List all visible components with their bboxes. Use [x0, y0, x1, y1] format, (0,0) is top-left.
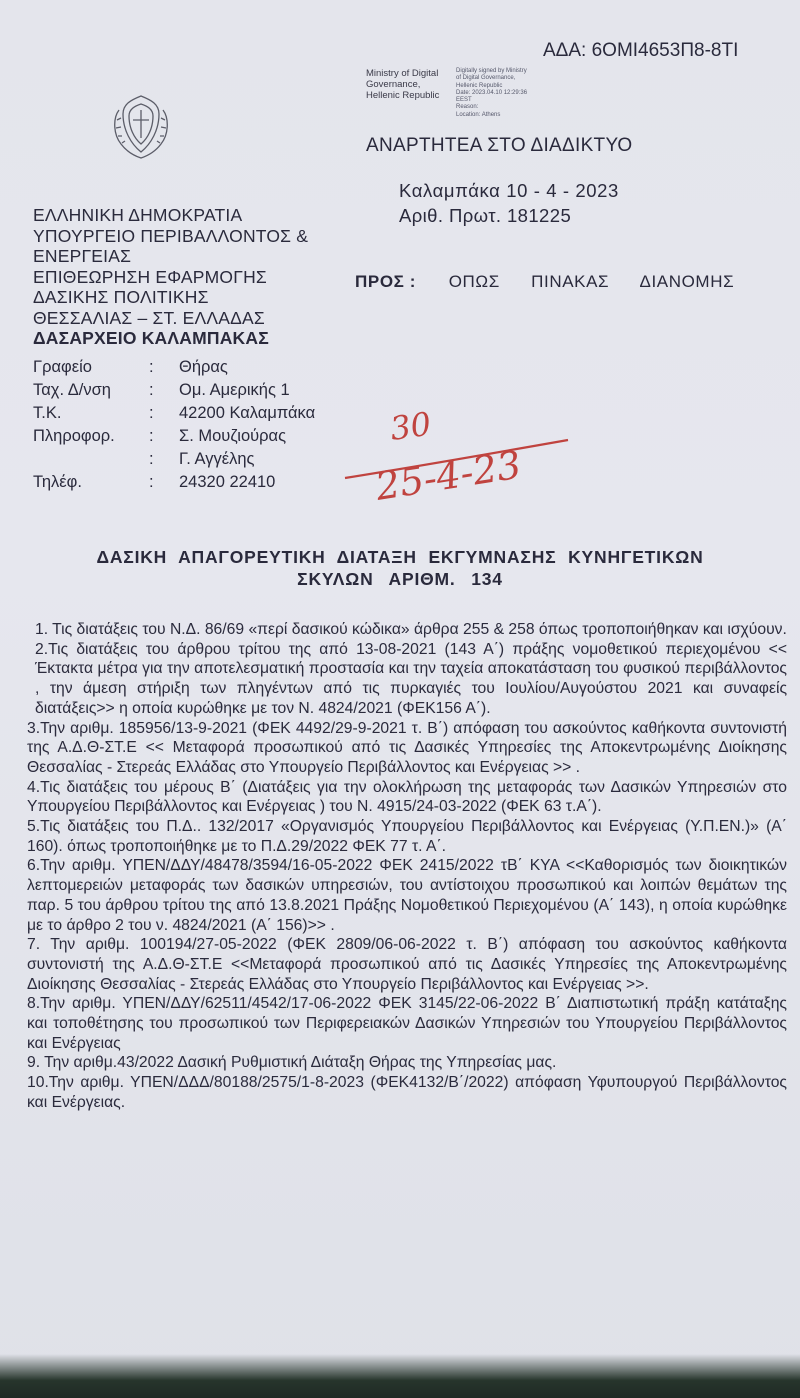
decree-title-line: ΔΑΣΙΚΗ ΑΠΑΓΟΡΕΥΤΙΚΗ ΔΙΑΤΑΞΗ ΕΚΓΥΜΝΑΣΗΣ ΚΥΝΗΓΕΤΙΚΩΝ: [96, 547, 704, 567]
handwritten-date: 25-4-23: [372, 442, 525, 509]
document-date: Καλαμπάκα 10 - 4 - 2023: [399, 180, 619, 201]
sender-line: ΕΛΛΗΝΙΚΗ ΔΗΜΟΚΡΑΤΙΑ: [33, 205, 243, 225]
hellenic-coat-of-arms-icon: [109, 90, 173, 162]
legal-references: [27, 620, 787, 1113]
signature-detail-line: Location: Athens: [456, 111, 501, 118]
scan-background-edge: [0, 1354, 800, 1398]
sender-block: [33, 205, 308, 349]
sender-office: ΔΑΣΑΡΧΕΙΟ ΚΑΛΑΜΠΑΚΑΣ: [33, 328, 269, 348]
contact-row: Τ.Κ. : 42200 Καλαμπάκα: [33, 404, 316, 422]
reference-paragraph: 7. Την αριθμ. 100194/27-05-2022 (ΦΕΚ 2809/06-06-2022 τ. Β΄) απόφαση του ασκούντος καθήκοντα συντονιστή της Α.Δ.Θ-ΣΤ.Ε <<Μεταφορά προσωπικού από τις Δασικές Υπηρεσίες της Αποκεντρωμένης Διοίκησης Θεσσαλίας - Στερεάς Ελλάδας στο Υπουργείο Περιβάλλοντος και Ενέργειας >>.: [27, 936, 787, 993]
contact-row: Γραφείο : Θήρας: [33, 358, 228, 376]
reference-paragraph: 3.Την αριθμ. 185956/13-9-2021 (ΦΕΚ 4492/29-9-2021 τ. Β΄) απόφαση του ασκούντος καθήκοντα συντονιστή της Α.Δ.Θ-ΣΤ.Ε << Μεταφορά προσωπικού από τις Δασικές Υπηρεσίες της Αποκεντρωμένης Διοίκησης Θεσσαλίας - Στερεάς Ελλάδας στο Υπουργείο Περιβάλλοντος και Ενέργειας >> .: [27, 719, 787, 776]
reference-paragraph: 10.Την αριθμ. ΥΠΕΝ/ΔΔΔ/80188/2575/1-8-2023 (ΦΕΚ4132/Β΄/2022) απόφαση Υφυπουργού Περιβάλλοντος και Ενέργειας.: [27, 1074, 787, 1111]
digital-signature-details: [456, 68, 527, 119]
decree-title: [0, 546, 800, 590]
protocol-number: Αριθ. Πρωτ. 181225: [399, 205, 572, 226]
decree-title-line: ΣΚΥΛΩΝ ΑΡΙΘΜ. 134: [297, 569, 503, 589]
sender-line: ΕΝΕΡΓΕΙΑΣ: [33, 246, 132, 266]
contact-row: Τηλέφ. : 24320 22410: [33, 473, 276, 491]
reference-paragraph: 5.Τις διατάξεις του Π.Δ.. 132/2017 «Οργανισμός Υπουργείου Περιβάλλοντος και Ενέργειας (Υ.Π.ΕΝ.)» (Α΄ 160). όπως τροποποιήθηκε με το Π.Δ.29/2022 ΦΕΚ 77 τ. Α΄.: [27, 818, 787, 855]
contact-row: Πληροφορ. : Σ. Μουζιούρας: [33, 427, 287, 445]
signature-detail-line: EEST: [456, 97, 472, 104]
contact-row: : Γ. Αγγέλης: [149, 450, 255, 468]
signature-detail-line: of Digital Governance,: [456, 75, 516, 82]
signature-detail-line: Hellenic Republic: [456, 82, 503, 89]
signature-issuer-line: Hellenic Republic: [366, 90, 440, 101]
recipient-value: ΟΠΩΣ ΠΙΝΑΚΑΣ ΔΙΑΝΟΜΗΣ: [448, 272, 735, 291]
reference-paragraph: 1. Τις διατάξεις του Ν.Δ. 86/69 «περί δασικού κώδικα» άρθρα 255 & 258 όπως τροποποιήθηκαν και ισχύουν.: [35, 621, 787, 638]
signature-detail-line: Date: 2023.04.10 12:29:36: [456, 89, 528, 96]
signature-issuer-line: Governance,: [366, 79, 421, 90]
signature-detail-line: Digitally signed by Ministry: [456, 68, 527, 74]
sender-line: ΘΕΣΣΑΛΙΑΣ – ΣΤ. ΕΛΛΑΔΑΣ: [33, 307, 265, 328]
signature-issuer-line: Ministry of Digital: [366, 68, 439, 79]
ada-code: ΑΔΑ: 6ΟΜΙ4653Π8-8ΤΙ: [543, 40, 739, 61]
contact-row: Ταχ. Δ/νση : Ομ. Αμερικής 1: [33, 381, 290, 399]
contact-info: [33, 356, 315, 494]
reference-paragraph: 4.Τις διατάξεις του μέρους Β΄ (Διατάξεις για την ολοκλήρωση της μεταφοράς των Δασικών Υπηρεσιών στο Υπουργείου Περιβάλλοντος και Ενέργειας ) του Ν. 4915/24-03-2022 (ΦΕΚ 63 τ.Α΄).: [27, 778, 787, 816]
handwritten-number: 30: [387, 404, 434, 448]
publish-note: ΑΝΑΡΤΗΤΕΑ ΣΤΟ ΔΙΑΔΙΚΤΥΟ: [366, 135, 633, 156]
reference-paragraph: 8.Την αριθμ. ΥΠΕΝ/ΔΔΥ/62511/4542/17-06-2022 ΦΕΚ 3145/22-06-2022 Β΄ Διαπιστωτική πράξη κατάταξης και τοποθέτησης του προσωπικού των Περιφερειακών Δασικών Υπηρεσιών του Υπουργείου Περιβάλλοντος και Ενέργειας: [27, 995, 787, 1052]
recipient-line: [355, 272, 734, 292]
sender-line: ΥΠΟΥΡΓΕΙΟ ΠΕΡΙΒΑΛΛΟΝΤΟΣ &: [33, 225, 309, 246]
signature-detail-line: Reason:: [456, 104, 479, 111]
sender-line: ΔΑΣΙΚΗΣ ΠΟΛΙΤΙΚΗΣ: [33, 287, 209, 307]
recipient-label: ΠΡΟΣ :: [355, 272, 417, 291]
reference-paragraph: 9. Την αριθμ.43/2022 Δασική Ρυθμιστική Διάταξη Θήρας της Υπηρεσίας μας.: [27, 1054, 557, 1072]
sender-line: ΕΠΙΘΕΩΡΗΣΗ ΕΦΑΡΜΟΓΗΣ: [33, 266, 267, 287]
reference-paragraph: 2.Τις διατάξεις του άρθρου τρίτου της από 13-08-2021 (143 Α΄) πράξης νομοθετικού περιεχομένου << Έκτακτα μέτρα για την αποτελεσματική προστασία και την ταχεία αποκατάσταση του φυσικού περιβάλλοντος , την άμεση στήριξη των πληγέντων από τις πυρκαγιές του Ιουλίου/Αυγούστου 2021 και συναφείς διατάξεις>> η οποία κυρώθηκε με τον Ν. 4824/2021 (ΦΕΚ156 Α΄).: [35, 640, 787, 717]
reference-paragraph: 6.Την αριθμ. ΥΠΕΝ/ΔΔΥ/48478/3594/16-05-2022 ΦΕΚ 2415/2022 τΒ΄ ΚΥΑ <<Καθορισμός των διοικητικών λεπτομερειών μεταφοράς των δασικών υπηρεσιών, του αντίστοιχου προσωπικού και λοιπών θεμάτων της παρ. 5 του άρθρου τρίτου της από 13.8.2021 Πράξης Νομοθετικού Περιεχομένου (Α΄ 143), η οποία κυρώθηκε με το άρθρο 2 του ν. 4824/2021 (Α΄ 156)>> .: [27, 857, 787, 934]
digital-signature-issuer: [366, 68, 439, 101]
